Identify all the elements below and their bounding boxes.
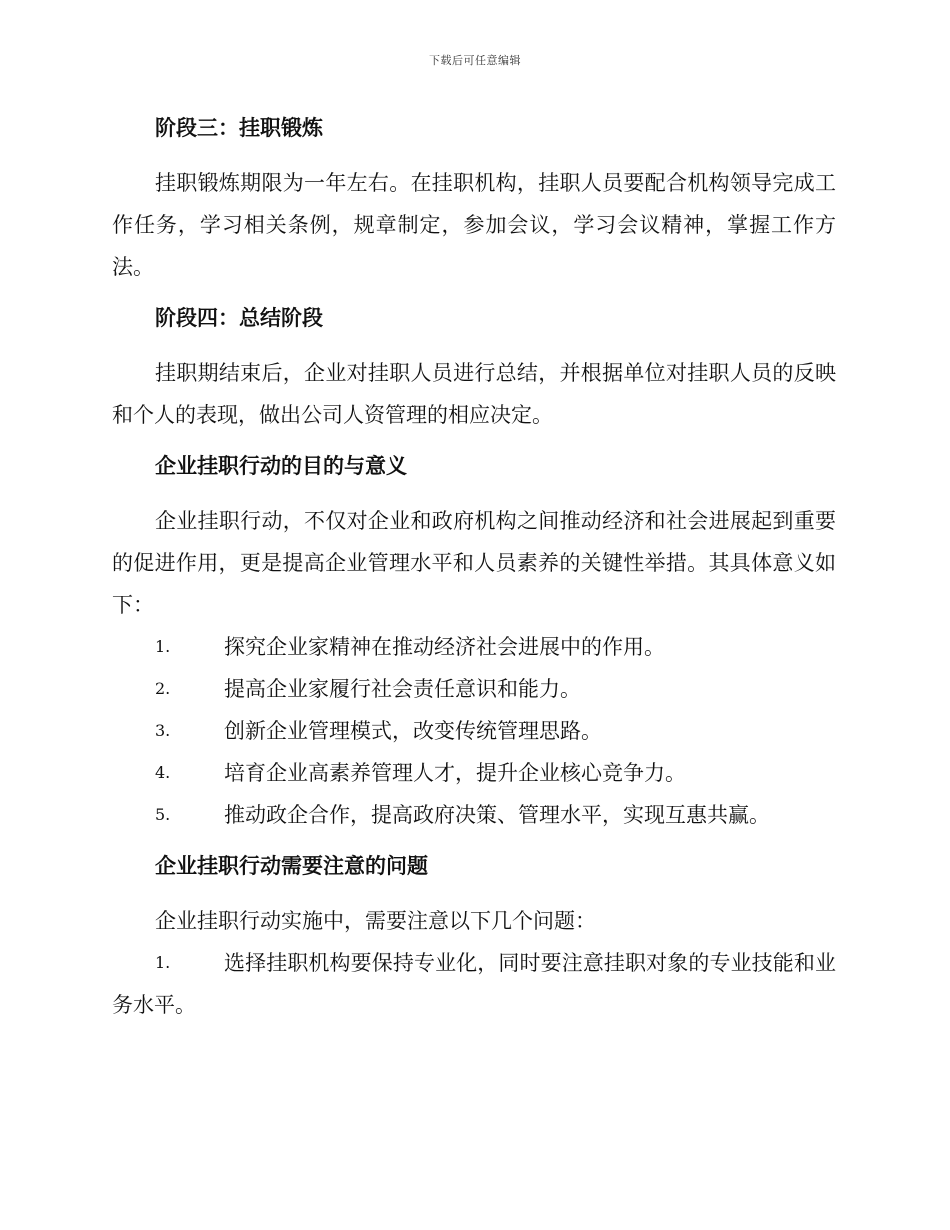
list-number: 3. [155,721,171,740]
heading-stage-three: 阶段三：挂职锻炼 [155,116,323,140]
list-text: 选择挂职机构要保持专业化，同时要注意挂职对象的专业技能和业务水平。 [112,951,836,1017]
page-header: 下载后可任意编辑 [429,54,521,67]
list-number: 2. [155,679,171,698]
paragraph-stage-four: 挂职期结束后，企业对挂职人员进行总结，并根据单位对挂职人员的反映和个人的表现，做出公司人资管理的相应决定。 [112,361,836,427]
list-item [112,942,836,1026]
document-body [112,108,836,1026]
list-item [112,752,836,794]
list-number: 1. [155,637,171,656]
heading-stage-four: 阶段四：总结阶段 [155,306,323,330]
list-number: 1. [155,953,171,972]
list-text: 探究企业家精神在推动经济社会进展中的作用。 [224,635,665,659]
heading-issues: 企业挂职行动需要注意的问题 [155,854,428,878]
list-number: 4. [155,763,171,782]
paragraph-issues: 企业挂职行动实施中，需要注意以下几个问题： [155,909,596,933]
paragraph-stage-three: 挂职锻炼期限为一年左右。在挂职机构，挂职人员要配合机构领导完成工作任务，学习相关条例，规章制定，参加会议，学习会议精神，掌握工作方法。 [112,171,836,279]
list-text: 创新企业管理模式，改变传统管理思路。 [224,719,602,743]
list-item [112,668,836,710]
list-number: 5. [155,805,171,824]
paragraph-purpose: 企业挂职行动，不仅对企业和政府机构之间推动经济和社会进展起到重要的促进作用，更是提高企业管理水平和人员素养的关键性举措。其具体意义如下： [112,509,836,617]
list-item [112,626,836,668]
heading-purpose: 企业挂职行动的目的与意义 [155,454,407,478]
list-text: 培育企业高素养管理人才，提升企业核心竞争力。 [224,761,686,785]
list-item [112,710,836,752]
list-text: 推动政企合作，提高政府决策、管理水平，实现互惠共赢。 [224,803,770,827]
list-item [112,794,836,836]
list-text: 提高企业家履行社会责任意识和能力。 [224,677,581,701]
